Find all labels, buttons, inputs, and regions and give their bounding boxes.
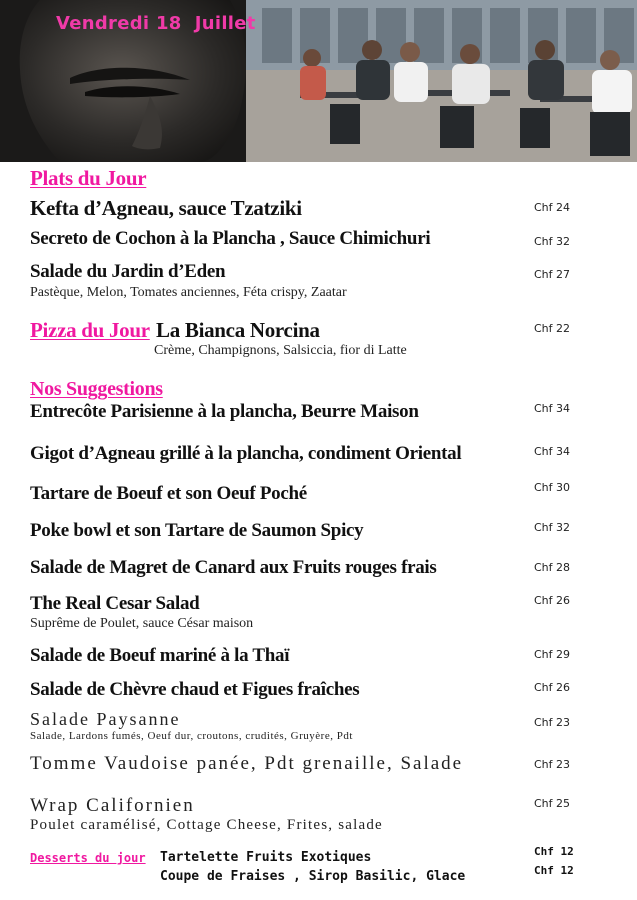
dessert-coupe-fraises-price: Chf 12: [534, 864, 574, 877]
dessert-tartelette-name: Tartelette Fruits Exotiques: [160, 850, 372, 865]
dish-poke-bowl-name: Poke bowl et son Tartare de Saumon Spicy: [30, 520, 364, 541]
dish-kefta-price: Chf 24: [534, 201, 571, 214]
dish-jardin-eden-price: Chf 27: [534, 268, 571, 281]
dish-entrecote-name: Entrecôte Parisienne à la plancha, Beurre Maison: [30, 401, 419, 422]
dish-cesar-salad-description: Suprême de Poulet, sauce César maison: [30, 616, 254, 631]
dish-secreto-name: Secreto de Cochon à la Plancha , Sauce Chimichuri: [30, 228, 431, 249]
dish-wrap-californien-description: Poulet caramélisé, Cottage Cheese, Frites, salade: [30, 817, 383, 833]
dish-salade-paysanne-price: Chf 23: [534, 716, 571, 729]
header-photo: [0, 0, 637, 162]
dish-magret-canard-name: Salade de Magret de Canard aux Fruits rouges frais: [30, 557, 437, 578]
pizza-price: Chf 22: [534, 322, 571, 335]
dish-chevre-chaud-price: Chf 26: [534, 681, 571, 694]
dish-boeuf-thai-name: Salade de Boeuf mariné à la Thaï: [30, 645, 290, 666]
section-title-plats-du-jour: Plats du Jour: [30, 166, 147, 190]
date-title: Vendredi 18 Juillet: [56, 13, 256, 34]
dish-tartare-boeuf-price: Chf 30: [534, 481, 571, 494]
section-title-pizza-du-jour: Pizza du Jour: [30, 318, 150, 342]
dish-salade-paysanne-name: Salade Paysanne: [30, 709, 181, 729]
dish-cesar-salad-name: The Real Cesar Salad: [30, 593, 200, 614]
dish-gigot-price: Chf 34: [534, 445, 571, 458]
dish-entrecote-price: Chf 34: [534, 402, 571, 415]
dish-kefta-name: Kefta d’Agneau, sauce Tzatziki: [30, 196, 302, 220]
dessert-tartelette-price: Chf 12: [534, 845, 574, 858]
dish-salade-paysanne-description: Salade, Lardons fumés, Oeuf dur, croutons, crudités, Gruyère, Pdt: [30, 730, 353, 742]
dish-jardin-eden-description: Pastèque, Melon, Tomates anciennes, Féta crispy, Zaatar: [30, 285, 347, 300]
dish-tartare-boeuf-name: Tartare de Boeuf et son Oeuf Poché: [30, 483, 307, 504]
dish-wrap-californien-name: Wrap Californien: [30, 795, 195, 816]
dish-boeuf-thai-price: Chf 29: [534, 648, 571, 661]
dish-magret-canard-price: Chf 28: [534, 561, 571, 574]
dish-poke-bowl-price: Chf 32: [534, 521, 571, 534]
section-title-desserts-du-jour: Desserts du jour: [30, 851, 146, 865]
dish-cesar-salad-price: Chf 26: [534, 594, 571, 607]
dish-jardin-eden-name: Salade du Jardin d’Eden: [30, 261, 226, 282]
section-title-nos-suggestions: Nos Suggestions: [30, 378, 163, 400]
dish-gigot-name: Gigot d’Agneau grillé à la plancha, condiment Oriental: [30, 443, 462, 464]
dish-tomme-vaudoise-price: Chf 23: [534, 758, 571, 771]
dish-tomme-vaudoise-name: Tomme Vaudoise panée, Pdt grenaille, Salade: [30, 753, 464, 774]
dessert-coupe-fraises-name: Coupe de Fraises , Sirop Basilic, Glace: [160, 869, 466, 884]
pizza-name: La Bianca Norcina: [156, 318, 320, 342]
pizza-description: Crème, Champignons, Salsiccia, fior di Latte: [154, 343, 407, 358]
dish-chevre-chaud-name: Salade de Chèvre chaud et Figues fraîches: [30, 679, 360, 700]
dish-wrap-californien-price: Chf 25: [534, 797, 571, 810]
dish-secreto-price: Chf 32: [534, 235, 571, 248]
